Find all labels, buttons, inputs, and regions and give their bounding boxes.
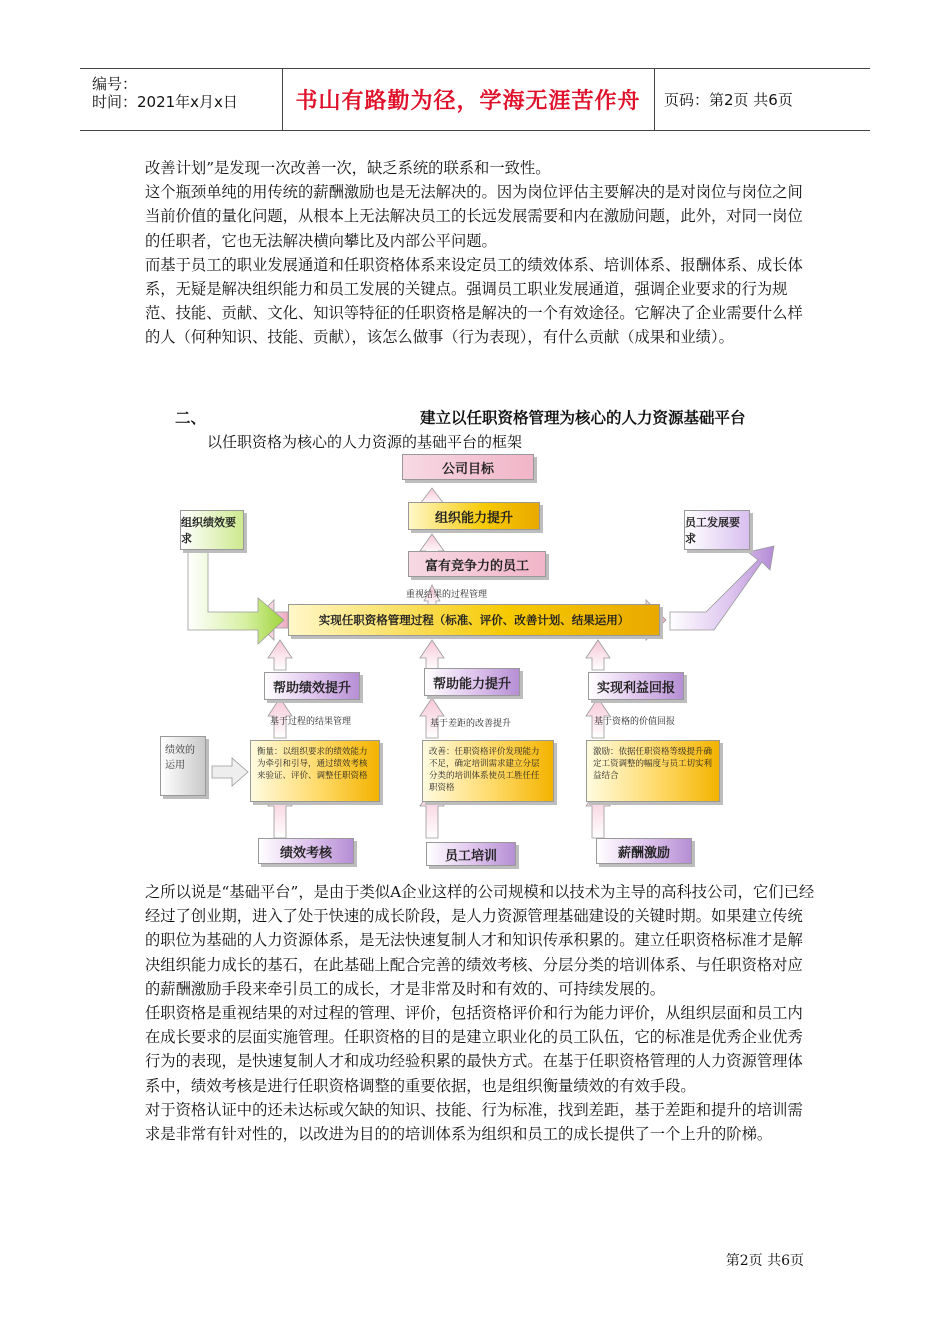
competitive-staff-box: 富有竞争力的员工	[408, 551, 546, 577]
help-capability-box: 帮助能力提升	[424, 668, 520, 696]
diagram-caption: 以任职资格为核心的人力资源的基础平台的框架	[207, 433, 523, 451]
paragraph: 而基于员工的职业发展通道和任职资格体系来设定员工的绩效体系、培训体系、报酬体系、成长体系，无疑是解决组织能力和员工发展的关键点。强调员工职业发展通道，强调企业要求的行为规范、技能、贡献、文化、知识等特征的任职资格是解决的一个有效途径。它解决了企业需要什么样的人（何种知识、技能、贡献），该怎么做事（行为表现），有什么贡献（成果和业绩）。	[145, 255, 803, 347]
paragraph: 这个瓶颈单纯的用传统的薪酬激励也是无法解决的。因为岗位评估主要解决的是对岗位与岗位之间当前价值的量化问题，从根本上无法解决员工的长远发展需要和内在激励问题，此外，对同一岗位的任职者，它也无法解决横向攀比及内部公平问题。	[145, 183, 803, 250]
page-footer: 第2页 共6页	[725, 1253, 804, 1269]
paragraph: 对于资格认证中的还未达标或欠缺的知识、技能、行为标准，找到差距，基于差距和提升的培训需求是非常有针对性的，以改进为目的的培训体系为组织和员工的成长提供了一个上升的阶梯。	[145, 1100, 803, 1144]
bottom-text	[145, 880, 815, 1146]
staff-dev-requirement: 员工发展要求	[684, 510, 750, 550]
result-note: 重视结果的过程管理	[406, 590, 488, 600]
org-perf-requirement: 组织绩效要求	[180, 510, 244, 550]
page-header	[80, 68, 870, 131]
benefit-return-box: 实现利益回报	[588, 672, 684, 700]
core-process-box: 实现任职资格管理过程（标准、评价、改善计划、结果运用）	[288, 604, 660, 636]
org-capability-box: 组织能力提升	[408, 502, 540, 530]
note-process-result: 基于过程的结果管理	[270, 717, 352, 727]
staff-training-box: 员工培训	[426, 842, 516, 866]
code-label: 编号：	[92, 75, 138, 93]
date-label: 时间：2021年x月x日	[92, 93, 238, 111]
company-goal-box: 公司目标	[402, 454, 534, 480]
header-meta	[80, 69, 283, 130]
perf-use-box: 绩效的运用	[160, 736, 206, 796]
improve-description: 改善：任职资格评价发现能力不足，确定培训需求建立分层分类的培训体系使员工胜任任职资格	[422, 740, 554, 802]
header-page-label: 页码：第2页 共6页	[664, 91, 793, 109]
note-gap-improve: 基于差距的改善提升	[430, 719, 512, 729]
help-performance-box: 帮助绩效提升	[264, 672, 360, 700]
paragraph: 任职资格是重视结果的对过程的管理、评价，包括资格评价和行为能力评价，从组织层面和员工内在成长要求的层面实施管理。任职资格的目的是建立职业化的员工队伍，它的标准是优秀企业优秀行为的表现，是快速复制人才和成功经验积累的最快方式。在基于任职资格管理的人力资源管理体系中，绩效考核是进行任职资格调整的重要依据，也是组织衡量绩效的有效手段。	[145, 1004, 803, 1095]
measure-description: 衡量：以组织要求的绩效能力为牵引和引导，通过绩效考核来验证、评价、调整任职资格	[250, 740, 380, 802]
perf-appraisal-box: 绩效考核	[258, 838, 354, 864]
header-motto: 书山有路勤为径，学海无涯苦作舟	[282, 69, 655, 130]
incentive-description: 激励：依据任职资格等级提升确定工资调整的幅度与员工切实利益结合	[586, 740, 720, 802]
salary-incentive-box: 薪酬激励	[596, 838, 692, 864]
framework-diagram	[158, 448, 798, 873]
paragraph: 改善计划”是发现一次改善一次，缺乏系统的联系和一致性。	[145, 159, 551, 177]
section-number: 二、	[175, 409, 207, 427]
paragraph: 之所以说是“基础平台”，是由于类似A企业这样的公司规模和以技术为主导的高科技公司，它们已经经过了创业期，进入了处于快速的成长阶段，是人力资源管理基础建设的关键时期。如果建立传统的职位为基础的人力资源体系，是无法快速复制人才和知识传承积累的。建立任职资格标准才是解决组织能力成长的基石，在此基础上配合完善的绩效考核、分层分类的培训体系、与任职资格对应的薪酬激励手段来牵引员工的成长，才是非常及时和有效的、可持续发展的。	[145, 883, 815, 998]
top-text	[145, 156, 815, 350]
note-qualification-value: 基于资格的价值回报	[594, 717, 676, 727]
section-title: 建立以任职资格管理为核心的人力资源基础平台	[420, 409, 746, 427]
